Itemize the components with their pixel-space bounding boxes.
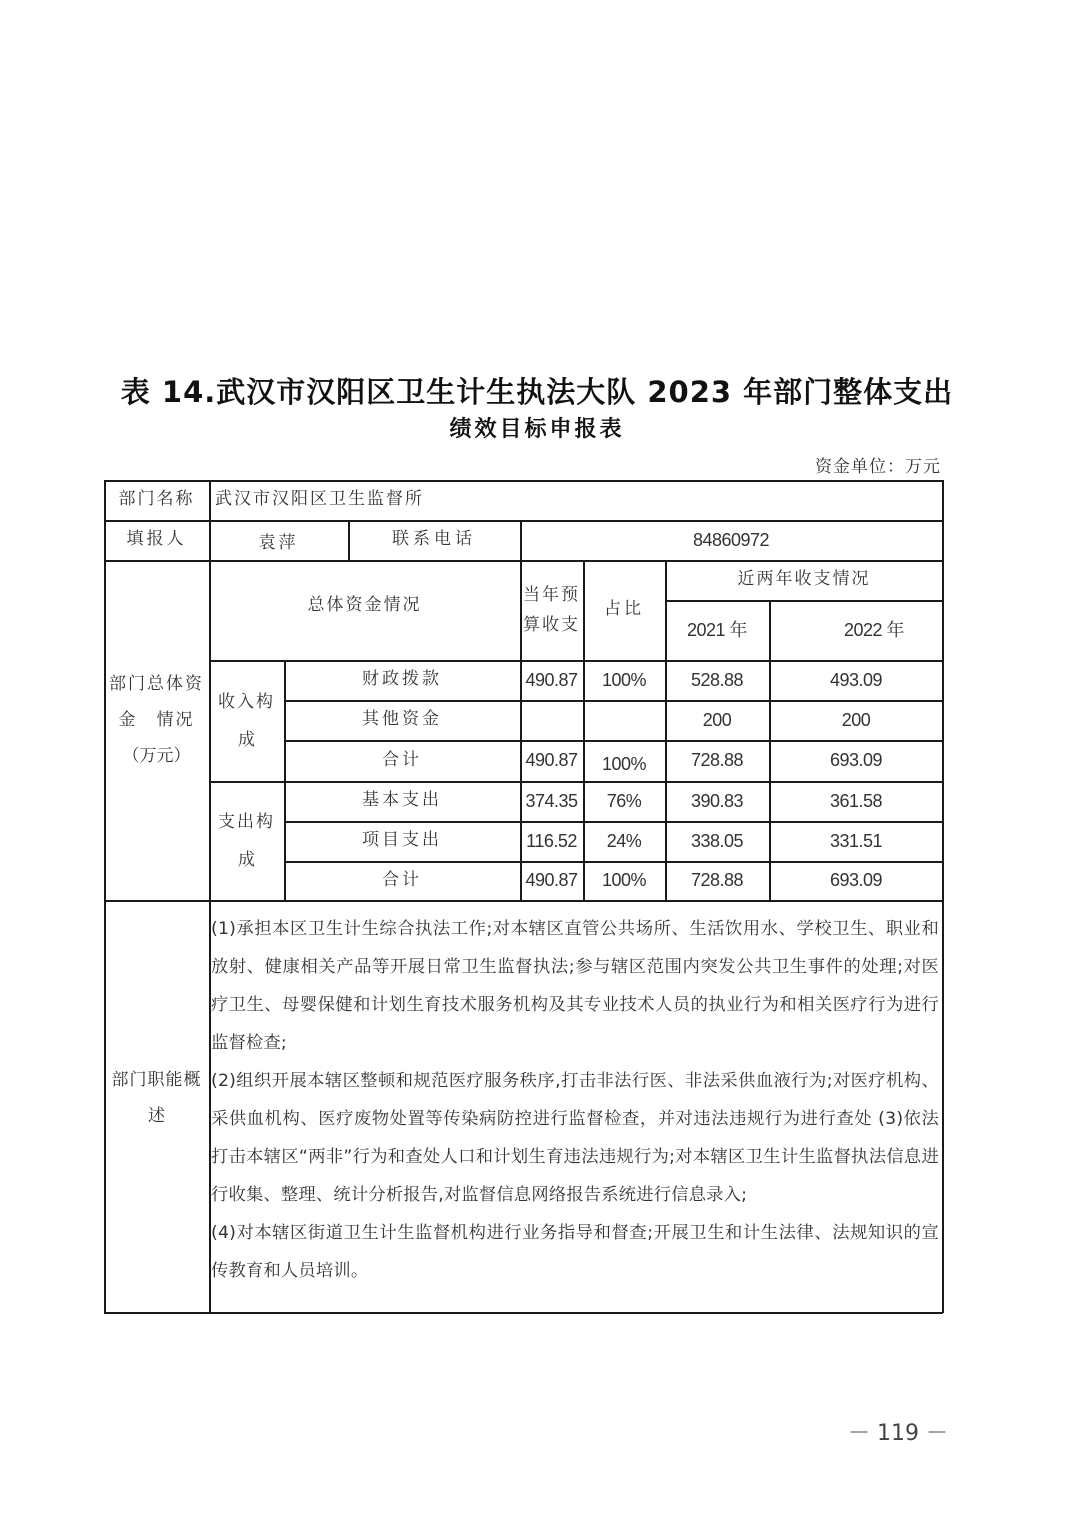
two-year-header: 近两年收支情况 <box>737 569 871 590</box>
document-title: 表 14.武汉市汉阳区卫生计生执法大队 2023 年部门整体支出 <box>120 375 954 409</box>
value-2021: 728.88 <box>690 870 744 891</box>
item-label: 合计 <box>382 869 422 890</box>
value-2021: 728.88 <box>690 750 744 771</box>
funds-section-label-line: 金 情况 <box>118 710 195 730</box>
function-label <box>104 1058 209 1138</box>
item-label: 其他资金 <box>362 709 442 730</box>
year-2022-header: 2022 年 <box>843 619 905 640</box>
budget-header-line: 算收支 <box>523 615 580 635</box>
budget-value: 490.87 <box>525 750 578 771</box>
expense-group-label-line: 支出构 <box>218 811 275 832</box>
income-group-label <box>209 660 284 781</box>
unit-label: 资金单位：万元 <box>815 457 941 477</box>
income-group-label-line: 收入构 <box>218 691 275 712</box>
reporter-label: 填报人 <box>126 529 187 550</box>
function-label-line: 部门职能概 <box>111 1070 202 1090</box>
budget-value: 490.87 <box>525 669 578 690</box>
ratio-value: 24% <box>606 830 642 851</box>
row-divider <box>104 900 943 902</box>
budget-value: 116.52 <box>526 830 577 851</box>
ratio-value: 100% <box>601 669 647 690</box>
item-label: 基本支出 <box>362 790 442 811</box>
value-2022: 693.09 <box>829 750 883 771</box>
reporter-value: 袁萍 <box>258 533 299 554</box>
function-description <box>211 910 939 1290</box>
function-label-line: 述 <box>148 1106 165 1126</box>
value-2022: 331.51 <box>829 830 883 851</box>
item-label: 财政拨款 <box>362 669 442 690</box>
function-paragraph: (4)对本辖区街道卫生计生监督机构进行业务指导和督查;开展卫生和计生法律、法规知识的宣传教育和人员培训。 <box>211 1223 939 1281</box>
budget-value: 374.35 <box>525 790 578 811</box>
value-2022: 493.09 <box>829 669 883 690</box>
budget-value: 490.87 <box>525 870 578 891</box>
ratio-value: 100% <box>601 870 647 891</box>
value-2021: 528.88 <box>690 669 744 690</box>
performance-table <box>104 480 943 1313</box>
ratio-value: 76% <box>606 790 642 811</box>
value-2022: 693.09 <box>829 870 883 891</box>
value-2022: 361.58 <box>829 790 883 811</box>
value-2021: 338.05 <box>690 830 744 851</box>
document-subtitle: 绩效目标申报表 <box>449 417 625 442</box>
funds-section-label-line: （万元） <box>122 746 191 766</box>
value-2021: 200 <box>702 709 732 730</box>
item-label: 合计 <box>382 749 422 770</box>
expense-group-label <box>209 781 284 900</box>
income-group-label-line: 成 <box>238 729 255 750</box>
dept-name-label: 部门名称 <box>118 489 195 510</box>
overall-funds-header: 总体资金情况 <box>307 595 422 616</box>
funds-section-label <box>104 660 209 780</box>
table-border-left <box>104 480 106 1313</box>
phone-value: 84860972 <box>692 529 770 550</box>
expense-group-label-line: 成 <box>238 849 255 870</box>
ratio-header: 占比 <box>604 599 644 620</box>
phone-label: 联系电话 <box>392 529 476 550</box>
dept-name-value: 武汉市汉阳区卫生监督所 <box>215 489 424 510</box>
year-2021-header: 2021 年 <box>686 619 748 640</box>
item-label: 项目支出 <box>362 830 442 851</box>
page-number: － 119 － <box>848 1421 948 1446</box>
ratio-value <box>583 700 665 740</box>
table-border-bottom <box>104 1312 943 1314</box>
budget-header <box>520 560 583 660</box>
function-paragraph: (1)承担本区卫生计生综合执法工作;对本辖区直管公共场所、生活饮用水、学校卫生、职业和放射、健康相关产品等开展日常卫生监督执法;参与辖区范围内突发公共卫生事件的处理;对医疗卫生、母婴保健和计划生育技术服务机构及其专业技术人员的执业行为和相关医疗行为进行监督检查; <box>211 919 939 1053</box>
function-paragraph: (2)组织开展本辖区整顿和规范医疗服务秩序,打击非法行医、非法采供血液行为;对医疗机构、采供血机构、医疗废物处置等传染病防控进行监督检查，并对违法违规行为进行查处 (3)依法打击本辖区“两非”行为和查处人口和计划生育违法违规行为;对本辖区卫生计生监督执法信息进行收集、整理、统计分析报告,对监督信息网络报告系统进行信息录入; <box>211 1071 939 1205</box>
value-2021: 390.83 <box>690 790 744 811</box>
budget-header-line: 当年预 <box>523 585 580 605</box>
budget-value <box>520 700 583 740</box>
funds-section-label-line: 部门总体资 <box>109 674 204 694</box>
ratio-value: 100% <box>601 754 647 775</box>
value-2022: 200 <box>841 709 871 730</box>
